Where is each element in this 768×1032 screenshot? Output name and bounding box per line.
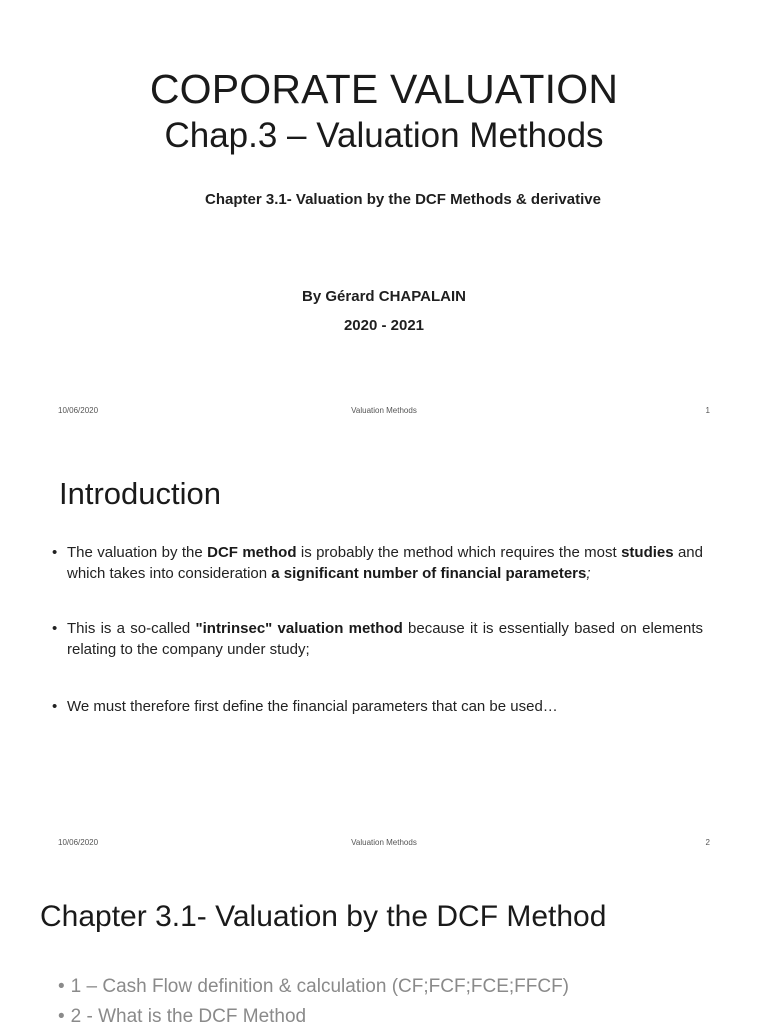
academic-year: 2020 - 2021 bbox=[343, 317, 425, 334]
bullet-point-icon: • bbox=[52, 544, 58, 561]
footer-date: 10/06/2020 bbox=[58, 406, 99, 415]
bullet-text: This is a so-called bbox=[67, 620, 196, 637]
bullet-text: We must therefore first define the financial parameters that can be used… bbox=[67, 698, 558, 715]
bullet-list bbox=[52, 542, 703, 717]
bullet-emphasis: "intrinsec" valuation method bbox=[195, 620, 403, 637]
bullet-emphasis: DCF method bbox=[207, 544, 297, 561]
bullet-point-icon: • bbox=[58, 1006, 65, 1027]
presentation-subtitle: Chap.3 – Valuation Methods bbox=[164, 116, 604, 155]
bullet-point-icon: • bbox=[58, 976, 65, 997]
footer-title: Valuation Methods bbox=[351, 406, 417, 415]
bullet-text: The valuation by the bbox=[67, 544, 208, 561]
presentation-title: COPORATE VALUATION bbox=[149, 66, 619, 112]
footer-date: 10/06/2020 bbox=[58, 838, 99, 847]
slide-title: Chapter 3.1- Valuation by the DCF Method bbox=[40, 900, 607, 933]
footer-page-number: 2 bbox=[705, 838, 710, 847]
bullet-text: because it is essentially based on elements relating to the company under study; bbox=[67, 620, 703, 658]
bullet-item bbox=[52, 542, 703, 584]
bullet-point-icon: • bbox=[52, 698, 58, 715]
footer-page-number: 1 bbox=[705, 406, 710, 415]
slide-title: Introduction bbox=[59, 476, 221, 511]
bullet-emphasis: a significant number of financial parameters bbox=[271, 565, 587, 582]
author-line: By Gérard CHAPALAIN bbox=[302, 288, 466, 305]
outline-item-text: 1 – Cash Flow definition & calculation (CF;FCF;FCE;FFCF) bbox=[70, 976, 570, 997]
bullet-emphasis: studies bbox=[621, 544, 674, 561]
outline-item-text: 2 - What is the DCF Method bbox=[70, 1006, 307, 1027]
introduction-slide bbox=[0, 432, 768, 864]
bullet-text: is probably the method which requires the most bbox=[296, 544, 622, 561]
outline-list bbox=[58, 972, 569, 1032]
chapter-outline-slide bbox=[0, 864, 768, 1027]
outline-item bbox=[58, 1002, 569, 1032]
title-slide bbox=[0, 0, 768, 432]
footer-title: Valuation Methods bbox=[351, 838, 417, 847]
bullet-text: and which takes into consideration bbox=[67, 544, 703, 582]
outline-item bbox=[58, 972, 569, 1002]
slide-footer bbox=[58, 406, 710, 418]
bullet-text: ; bbox=[586, 565, 591, 582]
slide-footer bbox=[58, 838, 710, 850]
bullet-item bbox=[52, 696, 703, 717]
bullet-item bbox=[52, 618, 703, 660]
chapter-heading: Chapter 3.1- Valuation by the DCF Methods & derivative bbox=[205, 191, 601, 208]
bullet-point-icon: • bbox=[52, 620, 58, 637]
